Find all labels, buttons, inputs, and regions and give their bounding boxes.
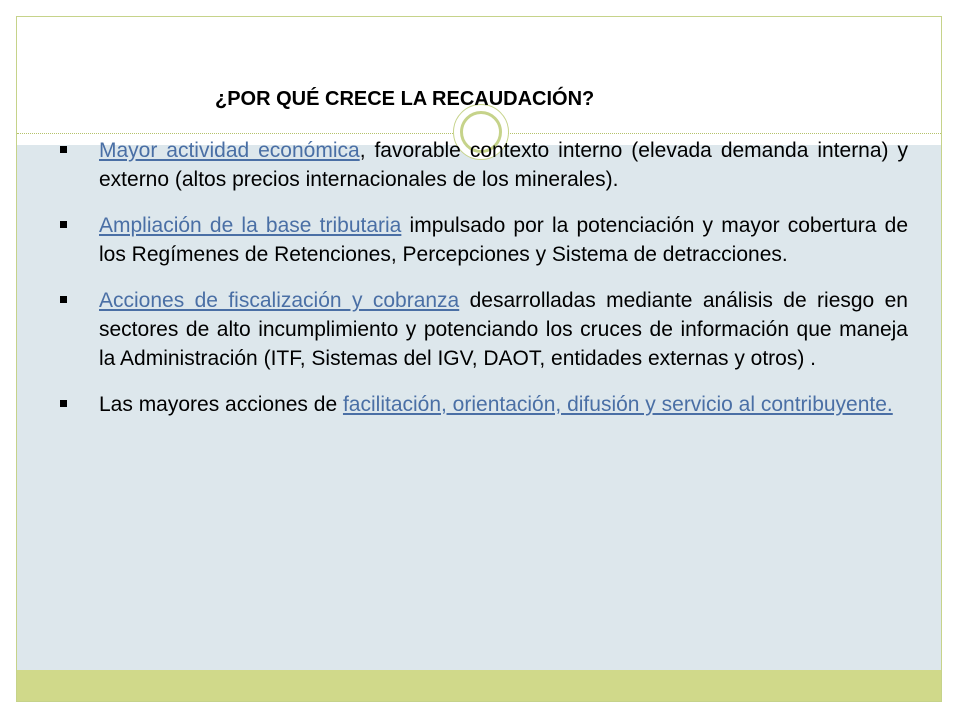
- square-bullet-icon: [60, 400, 67, 407]
- link-economic-activity[interactable]: Mayor actividad económica: [99, 139, 360, 162]
- bullet-text: desarrolladas mediante análisis de riesgo en sectores de alto incumplimiento y potenciando los cruces de información que maneja la Administración (ITF, Sistemas del IGV, DAOT, entidades externas y otros) .: [99, 289, 908, 370]
- bullet-item-enforcement: [58, 286, 908, 373]
- link-taxpayer-service[interactable]: facilitación, orientación, difusión y servicio al contribuyente.: [342, 393, 893, 416]
- square-bullet-icon: [60, 296, 67, 303]
- square-bullet-icon: [60, 146, 67, 153]
- bullet-list: [58, 136, 908, 436]
- square-bullet-icon: [60, 221, 67, 228]
- bullet-item-taxpayer-service: [58, 390, 908, 419]
- link-tax-base[interactable]: Ampliación de la base tributaria: [99, 214, 402, 237]
- link-enforcement[interactable]: Acciones de fiscalización y cobranza: [99, 289, 460, 312]
- bullet-text: impulsado por la potenciación y mayor cobertura de los Regímenes de Retenciones, Percepciones y Sistema de detracciones.: [99, 214, 908, 266]
- bullet-item-economic-activity: [58, 136, 908, 194]
- bottom-band: [17, 670, 941, 701]
- bullet-text: , favorable contexto interno (elevada demanda interna) y externo (altos precios internacionales de los minerales).: [99, 139, 908, 191]
- slide-title: ¿POR QUÉ CRECE LA RECAUDACIÓN?: [215, 88, 595, 110]
- bullet-item-tax-base: [58, 211, 908, 269]
- bullet-text: Las mayores acciones de: [99, 393, 343, 416]
